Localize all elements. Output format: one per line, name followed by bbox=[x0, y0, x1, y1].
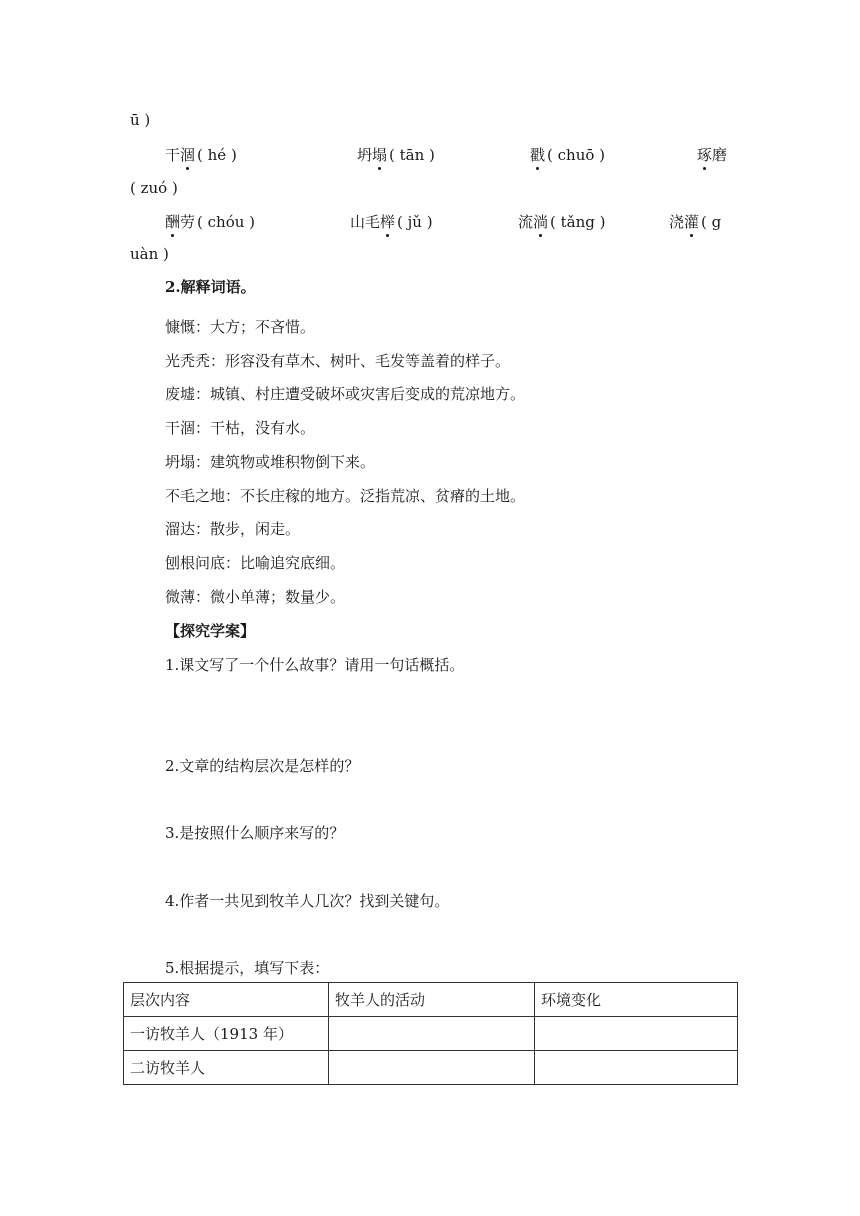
section-title: 2.解释词语。 bbox=[165, 278, 256, 296]
table-cell: 一访牧羊人（1913 年） bbox=[124, 1017, 329, 1051]
pinyin-item: 琢磨 bbox=[697, 146, 728, 164]
table-row bbox=[124, 1051, 738, 1085]
pinyin-item: 坍塌 ( tān ) bbox=[357, 146, 435, 164]
definition-item: 坍塌：建筑物或堆积物倒下来。 bbox=[165, 453, 376, 471]
pinyin-item: 酬劳 ( chóu ) bbox=[165, 213, 256, 231]
pinyin-wrap-line: ( zuó ) bbox=[130, 179, 178, 197]
definition-item: 不毛之地：不长庄稼的地方。泛指荒凉、贫瘠的土地。 bbox=[165, 487, 526, 505]
question-item: 3.是按照什么顺序来写的？ bbox=[165, 824, 345, 842]
question-item: 5.根据提示，填写下表： bbox=[165, 959, 330, 977]
question-item: 4.作者一共见到牧羊人几次？找到关键句。 bbox=[165, 892, 450, 910]
pinyin-wrap-line: uàn ) bbox=[130, 245, 169, 263]
question-item: 1.课文写了一个什么故事？请用一句话概括。 bbox=[165, 656, 465, 674]
explore-title: 【探究学案】 bbox=[165, 622, 256, 640]
pinyin-item: 干涸 ( hé ) bbox=[165, 146, 237, 164]
definition-item: 慷慨：大方；不吝惜。 bbox=[165, 318, 316, 336]
definition-item: 光秃秃：形容没有草木、树叶、毛发等盖着的样子。 bbox=[165, 352, 511, 370]
definition-item: 干涸：干枯，没有水。 bbox=[165, 419, 316, 437]
definition-item: 溜达：散步，闲走。 bbox=[165, 520, 301, 538]
pinyin-item: 浇灌 ( g bbox=[669, 213, 722, 231]
pinyin-item: 流淌 ( tǎng ) bbox=[518, 213, 606, 231]
table-cell-blank[interactable] bbox=[329, 1051, 535, 1085]
table-header-cell: 层次内容 bbox=[124, 983, 329, 1017]
table-header-row bbox=[124, 983, 738, 1017]
definition-item: 刨根问底：比喻追究底细。 bbox=[165, 554, 346, 572]
question-item: 2.文章的结构层次是怎样的？ bbox=[165, 757, 360, 775]
pinyin-item: 山毛榉 ( jǔ ) bbox=[350, 213, 433, 231]
table-cell: 二访牧羊人 bbox=[124, 1051, 329, 1085]
table-header-cell: 牧羊人的活动 bbox=[329, 983, 535, 1017]
table-cell-blank[interactable] bbox=[535, 1051, 738, 1085]
fill-in-table bbox=[123, 982, 738, 1085]
pinyin-item: 戳 ( chuō ) bbox=[530, 146, 606, 164]
table-cell-blank[interactable] bbox=[535, 1017, 738, 1051]
definition-item: 废墟：城镇、村庄遭受破坏或灾害后变成的荒凉地方。 bbox=[165, 385, 526, 403]
table-cell-blank[interactable] bbox=[329, 1017, 535, 1051]
pinyin-wrap-line: ū ) bbox=[130, 111, 151, 129]
definition-item: 微薄：微小单薄；数量少。 bbox=[165, 588, 346, 606]
table-header-cell: 环境变化 bbox=[535, 983, 738, 1017]
table-row bbox=[124, 1017, 738, 1051]
